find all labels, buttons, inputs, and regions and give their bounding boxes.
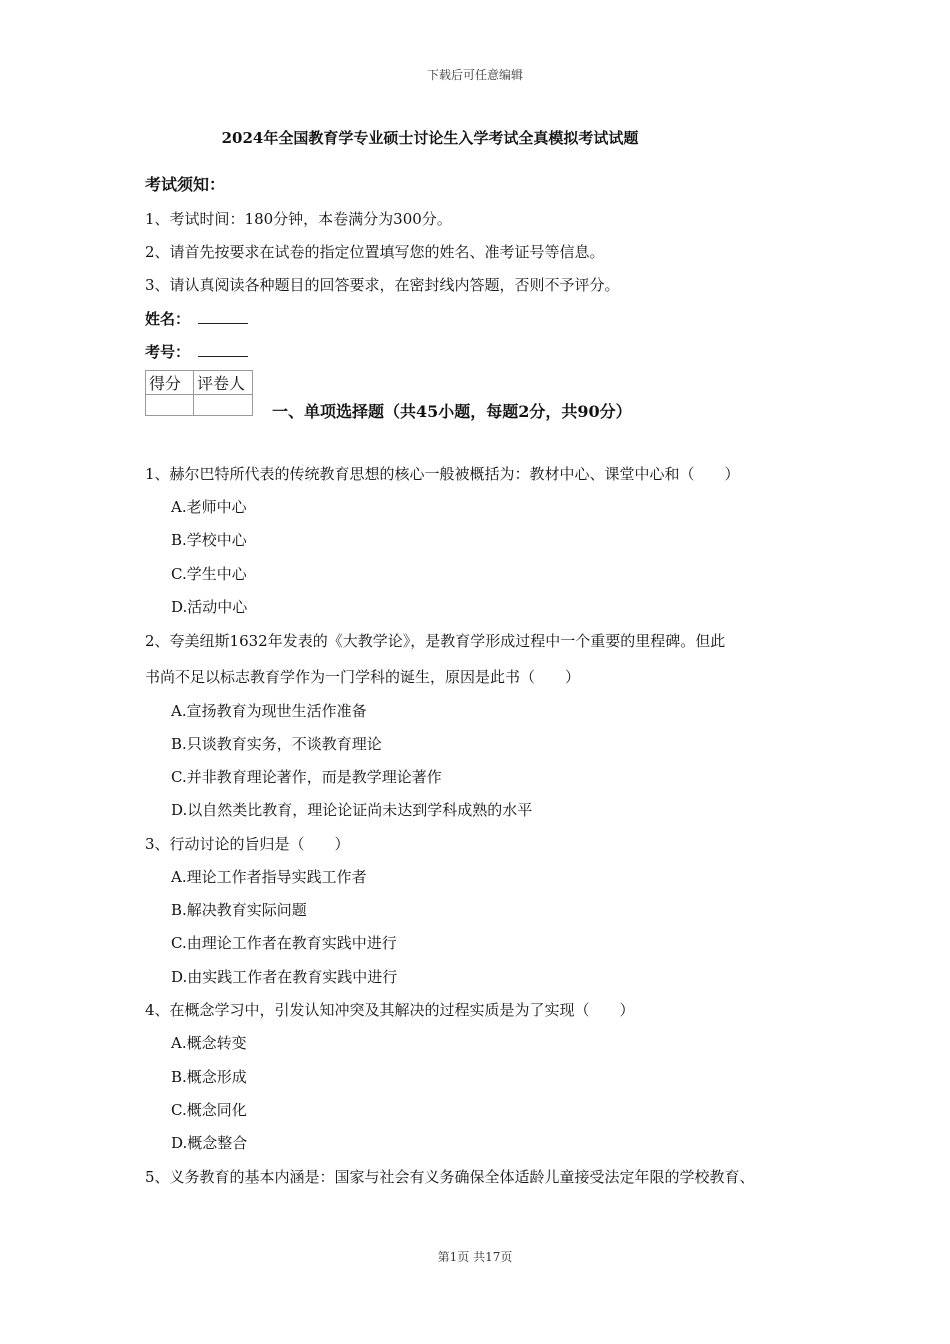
question-2-option-b: B.只谈教育实务，不谈教育理论 bbox=[171, 735, 382, 753]
question-2-option-c: C.并非教育理论著作，而是教学理论著作 bbox=[171, 768, 442, 786]
page-footer: 第1页 共17页 bbox=[437, 1250, 513, 1264]
grader-score-cell[interactable] bbox=[146, 395, 194, 416]
question-3-option-b: B.解决教育实际问题 bbox=[171, 901, 307, 919]
question-1-option-a: A.老师中心 bbox=[171, 498, 247, 516]
notice-item-3: 3、请认真阅读各种题目的回答要求，在密封线内答题，否则不予评分。 bbox=[145, 276, 620, 294]
grader-table bbox=[145, 370, 253, 416]
grader-reviewer-header: 评卷人 bbox=[194, 371, 253, 395]
question-4-option-d: D.概念整合 bbox=[171, 1134, 248, 1152]
question-4-option-a: A.概念转变 bbox=[171, 1034, 247, 1052]
grader-reviewer-cell[interactable] bbox=[194, 395, 253, 416]
grader-score-header: 得分 bbox=[146, 371, 194, 395]
name-label: 姓名： bbox=[145, 310, 191, 328]
id-label: 考号： bbox=[145, 343, 191, 361]
question-3-option-a: A.理论工作者指导实践工作者 bbox=[171, 868, 367, 886]
question-2-option-d: D.以自然类比教育，理论论证尚未达到学科成熟的水平 bbox=[171, 801, 533, 819]
header-note: 下载后可任意编辑 bbox=[426, 68, 523, 82]
question-3-option-d: D.由实践工作者在教育实践中进行 bbox=[171, 968, 398, 986]
document-title: 2024年全国教育学专业硕士讨论生入学考试全真模拟考试试题 bbox=[221, 129, 639, 147]
section-title: 一、单项选择题（共45小题，每题2分，共90分） bbox=[272, 402, 632, 421]
question-3: 3、行动讨论的旨归是（ ） bbox=[145, 835, 350, 853]
name-field bbox=[145, 308, 248, 329]
question-1-option-b: B.学校中心 bbox=[171, 531, 247, 549]
question-4-option-c: C.概念同化 bbox=[171, 1101, 247, 1119]
question-1-option-d: D.活动中心 bbox=[171, 598, 248, 616]
question-4-option-b: B.概念形成 bbox=[171, 1068, 247, 1086]
question-1-option-c: C.学生中心 bbox=[171, 565, 247, 583]
notice-heading: 考试须知： bbox=[145, 175, 226, 194]
name-blank[interactable] bbox=[198, 309, 248, 324]
notice-item-2: 2、请首先按要求在试卷的指定位置填写您的姓名、准考证号等信息。 bbox=[145, 243, 605, 261]
notice-item-1: 1、考试时间：180分钟，本卷满分为300分。 bbox=[145, 210, 452, 228]
question-5: 5、义务教育的基本内涵是：国家与社会有义务确保全体适龄儿童接受法定年限的学校教育、 bbox=[145, 1168, 755, 1186]
id-field bbox=[145, 341, 248, 362]
question-2-line-2: 书尚不足以标志教育学作为一门学科的诞生，原因是此书（ ） bbox=[145, 668, 581, 686]
question-4: 4、在概念学习中，引发认知冲突及其解决的过程实质是为了实现（ ） bbox=[145, 1001, 635, 1019]
id-blank[interactable] bbox=[198, 342, 248, 357]
question-2-option-a: A.宣扬教育为现世生活作准备 bbox=[171, 702, 367, 720]
question-3-option-c: C.由理论工作者在教育实践中进行 bbox=[171, 934, 397, 952]
question-1: 1、赫尔巴特所代表的传统教育思想的核心一般被概括为：教材中心、课堂中心和（ ） bbox=[145, 465, 740, 483]
question-2-line-1: 2、夸美纽斯1632年发表的《大教学论》，是教育学形成过程中一个重要的里程碑。但此 bbox=[145, 632, 726, 650]
